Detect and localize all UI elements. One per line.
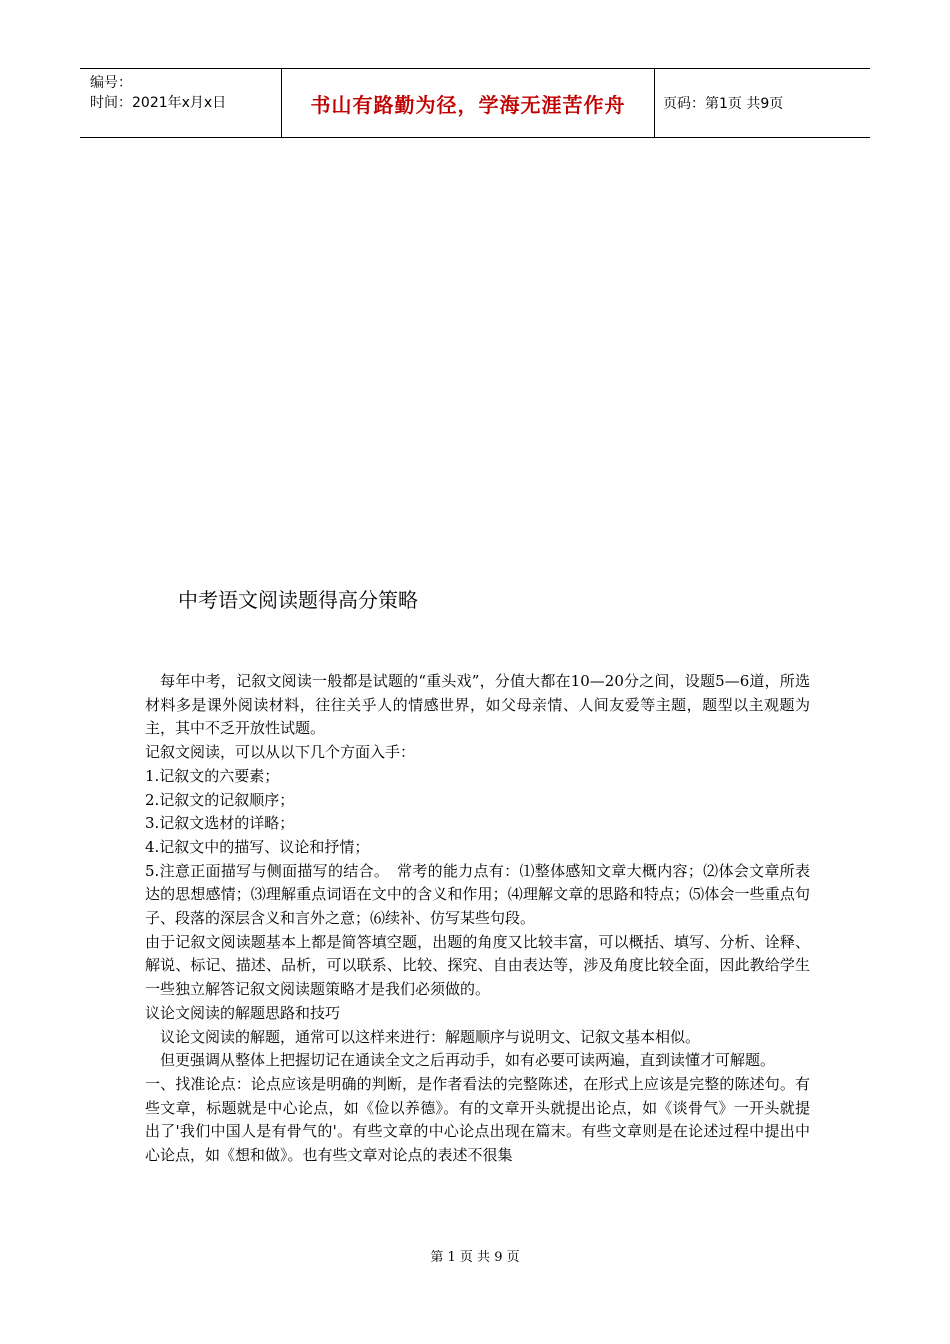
paragraph: 每年中考，记叙文阅读一般都是试题的“重头戏”，分值大都在10—20分之间，设题5—6道，所选材料多是课外阅读材料，往往关乎人的情感世界，如父母亲情、人间友爱等主题，题型以主观题为主，其中不乏开放性试题。: [145, 672, 810, 738]
paragraph: 但更强调从整体上把握切记在通读全文之后再动手，如有必要可读两遍，直到读懂才可解题。: [145, 1051, 776, 1070]
time-label: 时间：2021年x月x日: [90, 95, 227, 111]
paragraph: 议论文阅读的解题，通常可以这样来进行：解题顺序与说明文、记叙文基本相似。: [145, 1027, 701, 1046]
paragraph: 由于记叙文阅读题基本上都是简答填空题，出题的角度又比较丰富，可以概括、填写、分析、诠释、解说、标记、描述、品析，可以联系、比较、探究、自由表达等，涉及角度比较全面，因此教给学生一些独立解答记叙文阅读题策略才是我们必须做的。: [145, 932, 810, 999]
header-motto: 书山有路勤为径，学海无涯苦作舟: [282, 69, 655, 137]
list-item: 1.记叙文的六要素；: [145, 766, 280, 785]
list-item: 5.注意正面描写与侧面描写的结合。 常考的能力点有：⑴整体感知文章大概内容；⑵体会文章所表达的思想感情；⑶理解重点词语在文中的含义和作用；⑷理解文章的思路和特点；⑸体会一些重点句子、段落的深层含义和言外之意；⑹续补、仿写某些句段。: [145, 861, 810, 928]
header-page-info: 页码：第1页 共9页: [663, 96, 784, 112]
document-title: 中考语文阅读题得高分策略: [178, 588, 418, 612]
header-meta: [80, 69, 282, 137]
page-header: [80, 68, 870, 138]
number-label: 编号：: [90, 75, 132, 91]
page-footer: 第 1 页 共 9 页: [430, 1250, 520, 1265]
list-item: 4.记叙文中的描写、议论和抒情；: [145, 837, 370, 856]
paragraph: 记叙文阅读，可以从以下几个方面入手：: [145, 743, 416, 762]
paragraph: 一、找准论点：论点应该是明确的判断，是作者看法的完整陈述，在形式上应该是完整的陈述句。有些文章，标题就是中心论点，如《俭以养德》。有的文章开头就提出论点，如《谈骨气》一开头就提出了'我们中国人是有骨气的'。有些文章的中心论点出现在篇末。有些文章则是在论述过程中提出中心论点，如《想和做》。也有些文章对论点的表述不很集: [145, 1074, 810, 1165]
document-body: [145, 670, 810, 1168]
list-item: 3.记叙文选材的详略；: [145, 814, 295, 833]
list-item: 2.记叙文的记叙顺序；: [145, 790, 295, 809]
section-heading: 议论文阅读的解题思路和技巧: [145, 1003, 341, 1022]
